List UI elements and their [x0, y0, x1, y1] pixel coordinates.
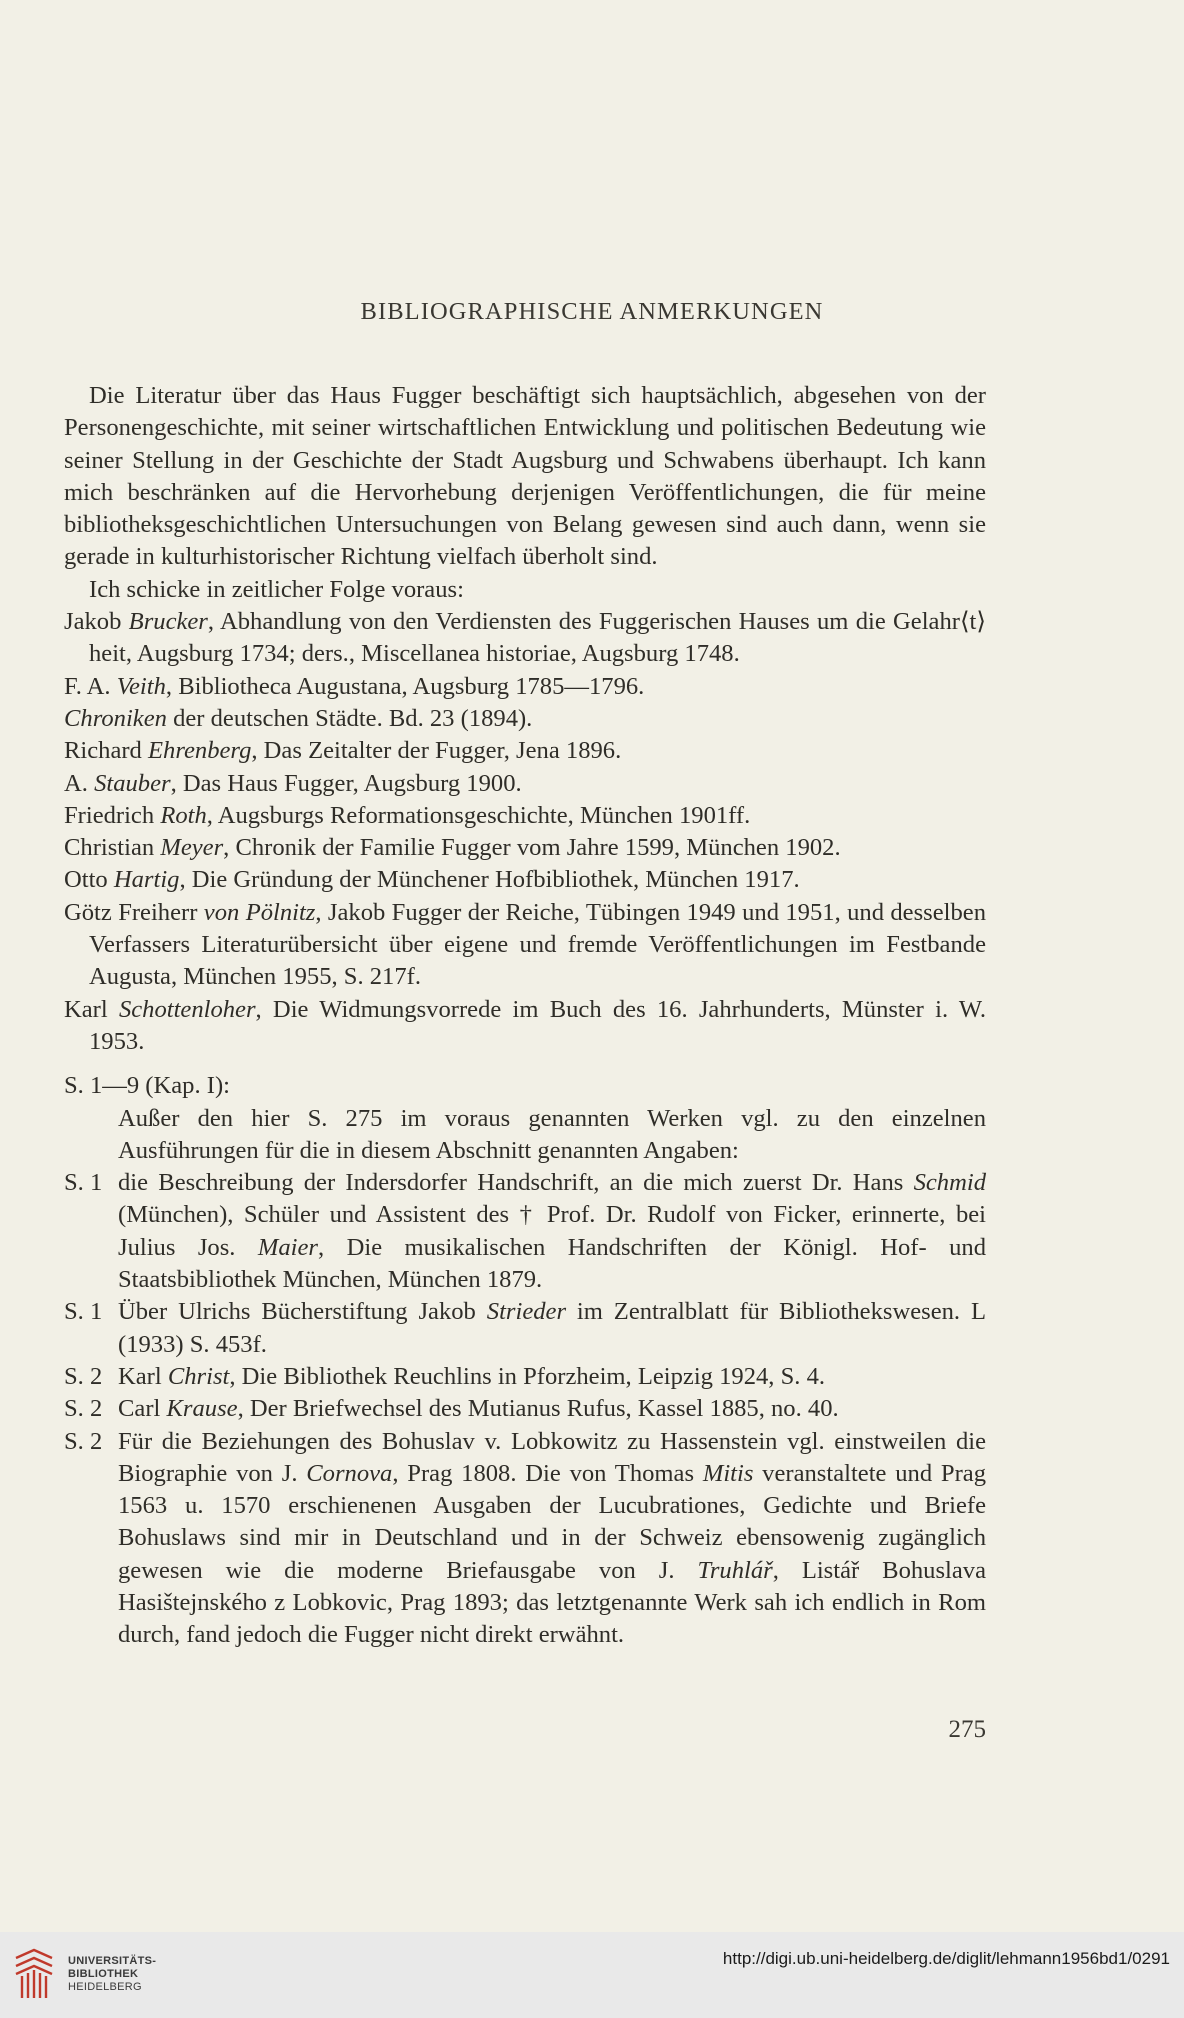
- note-text-segment: , Listář Bohuslava Hasištejnského z Lobkovic, Prag 1893; das letztgenannte Werk sah ich endlich in Rom durch, fand jedoch die Fugger nicht direkt erwähnt.: [118, 1556, 986, 1649]
- entry-author: Meyer: [160, 834, 224, 862]
- entry-author: Stauber: [94, 769, 171, 797]
- bibliography-entry: [64, 671, 986, 703]
- library-logo-text: [68, 1955, 156, 1994]
- note-text-segment: die Beschreibung der Indersdorfer Handschrift, an die mich zuerst Dr. Hans: [118, 1169, 914, 1197]
- note-row: [64, 1426, 986, 1652]
- bibliography-entry: [64, 606, 986, 671]
- entry-author: Hartig: [113, 866, 180, 894]
- entry-prefix: Christian: [64, 834, 161, 862]
- entry-prefix: Karl: [64, 995, 119, 1023]
- note-cited-name: Christ: [167, 1362, 230, 1390]
- note-text-segment: , Prag 1808. Die von Thomas: [392, 1459, 703, 1487]
- page-heading: BIBLIOGRAPHISCHE ANMERKUNGEN: [360, 298, 824, 325]
- note-cited-name: Strieder: [486, 1298, 567, 1326]
- note-text: [118, 1361, 986, 1393]
- entry-prefix: Friedrich: [64, 801, 161, 829]
- intro-paragraph: Die Literatur über das Haus Fugger beschäftigt sich hauptsächlich, abgesehen von der Personengeschichte, mit seiner wirtschaftlichen Entwicklung und politischen Bedeutung wie seiner Stellung in der Geschichte der Stadt Augsburg und Schwabens überhaupt. Ich kann mich beschränken auf die Hervorhebung derjenigen Veröffentlichungen, die für meine bibliotheksgeschichtlichen Untersuchungen von Belang gewesen sind auch dann, wenn sie gerade in kulturhistorischer Richtung vielfach überholt sind.: [64, 382, 986, 571]
- logo-line: HEIDELBERG: [68, 1981, 142, 1993]
- notes-list: [64, 1167, 986, 1651]
- note-row: [64, 1167, 986, 1296]
- entry-author: Veith: [116, 672, 166, 700]
- page-body: [64, 380, 986, 1652]
- note-page-ref: S. 1: [64, 1169, 103, 1197]
- note-text-segment: veranstaltete und Prag 1563 u. 1570 erschienenen Ausgaben der Lucubrationes, Gedichte und Briefe Bohuslaws sind mir in Deutschland und in der Schweiz ebensowenig zugänglich gewesen wie die moderne Briefausgabe von J.: [118, 1459, 986, 1584]
- entry-author: Ehrenberg: [148, 737, 252, 765]
- footer-bar: [0, 1932, 1184, 2018]
- note-cited-name: Schmid: [913, 1169, 986, 1197]
- entry-details: , Das Zeitalter der Fugger, Jena 1896.: [251, 737, 622, 765]
- entry-details: , Augsburgs Reformationsgeschichte, München 1901ff.: [206, 801, 751, 829]
- bibliography-entry: [64, 800, 986, 832]
- entry-author: Chroniken: [64, 704, 167, 732]
- note-page-ref: S. 2: [64, 1427, 103, 1455]
- entry-details: , Chronik der Familie Fugger vom Jahre 1599, München 1902.: [223, 834, 841, 862]
- bibliography-entry: [64, 735, 986, 767]
- entry-details: der deutschen Städte. Bd. 23 (1894).: [166, 704, 533, 732]
- logo-line: UNIVERSITÄTS-: [68, 1955, 157, 1967]
- note-text: [118, 1296, 986, 1361]
- entry-author: von Pölnitz: [203, 898, 316, 926]
- entry-author: Brucker: [128, 608, 208, 636]
- note-text-segment: (München), Schüler und Assistent des † Prof. Dr. Rudolf von Ficker, erinnerte, bei Julius Jos.: [118, 1201, 986, 1261]
- entry-details: , Abhandlung von den Verdiensten des Fuggerischen Hauses um die Gelahr⟨t⟩heit, Augsburg 1734; ders., Miscellanea historiae, Augsburg 1748.: [89, 608, 986, 668]
- entry-prefix: Jakob: [64, 608, 129, 636]
- library-logo-icon: [12, 1946, 56, 2002]
- bibliography-entry: [64, 994, 986, 1059]
- entry-details: , Die Widmungsvorrede im Buch des 16. Jahrhunderts, Münster i. W. 1953.: [89, 995, 986, 1055]
- entry-prefix: Otto: [64, 866, 114, 894]
- entry-details: , Die Gründung der Münchener Hofbibliothek, München 1917.: [179, 866, 800, 894]
- entry-prefix: A.: [64, 769, 95, 797]
- bibliography-entry: [64, 768, 986, 800]
- note-cited-name: Maier: [257, 1233, 318, 1261]
- entry-details: , Jakob Fugger der Reiche, Tübingen 1949 und 1951, und desselben Verfassers Literaturübersicht über eigene und fremde Veröffentlichungen im Festbande Augusta, München 1955, S. 217f.: [89, 898, 986, 991]
- bibliography-entry: [64, 832, 986, 864]
- entry-prefix: F. A.: [64, 672, 117, 700]
- note-cited-name: Truhlář: [697, 1556, 773, 1584]
- note-text-segment: im Zentralblatt für Bibliothekswesen. L (1933) S. 453f.: [118, 1298, 986, 1358]
- note-row: [64, 1393, 986, 1425]
- entry-author: Roth: [160, 801, 207, 829]
- note-text-segment: Carl: [118, 1395, 167, 1423]
- entry-prefix: Götz Freiherr: [64, 898, 204, 926]
- note-cited-name: Mitis: [702, 1459, 754, 1487]
- note-text: [118, 1393, 986, 1425]
- note-text: [118, 1167, 986, 1296]
- entry-author: Schottenloher: [118, 995, 256, 1023]
- note-text-segment: , Die musikalischen Handschriften der Königl. Hof- und Staatsbibliothek München, München 1879.: [118, 1233, 986, 1294]
- note-page-ref: S. 1: [64, 1298, 103, 1326]
- intro-lead-in: Ich schicke in zeitlicher Folge voraus:: [89, 575, 464, 603]
- section-header: [64, 1070, 986, 1102]
- note-text-segment: , Der Briefwechsel des Mutianus Rufus, Kassel 1885, no. 40.: [237, 1395, 839, 1423]
- note-row: [64, 1361, 986, 1393]
- note-text-segment: Für die Beziehungen des Bohuslav v. Lobkowitz zu Hassenstein vgl. einstweilen die Biographie von J.: [118, 1427, 986, 1487]
- page-number: 275: [948, 1716, 986, 1743]
- permalink-url[interactable]: http://digi.ub.uni-heidelberg.de/diglit/lehmann1956bd1/0291: [722, 1949, 1170, 1968]
- section-text: Außer den hier S. 275 im voraus genannten Werken vgl. zu den einzelnen Ausführungen für die in diesem Abschnitt genannten Angaben:: [118, 1104, 986, 1164]
- note-row: [64, 1296, 986, 1361]
- note-cited-name: Cornova: [306, 1459, 393, 1487]
- note-cited-name: Krause: [166, 1395, 238, 1423]
- note-text-segment: Über Ulrichs Bücherstiftung Jakob: [118, 1298, 487, 1326]
- note-page-ref: S. 2: [64, 1362, 103, 1390]
- note-text: [118, 1426, 986, 1652]
- entry-details: , Das Haus Fugger, Augsburg 1900.: [170, 769, 522, 797]
- note-page-ref: S. 2: [64, 1395, 103, 1423]
- note-text-segment: , Die Bibliothek Reuchlins in Pforzheim, Leipzig 1924, S. 4.: [229, 1362, 826, 1390]
- entry-prefix: Richard: [64, 737, 149, 765]
- bibliography-entry: [64, 864, 986, 896]
- bibliography-list: [64, 606, 986, 1058]
- section-label: S. 1—9 (Kap. I):: [64, 1072, 230, 1100]
- logo-line: BIBLIOTHEK: [68, 1968, 139, 1980]
- entry-details: , Bibliotheca Augustana, Augsburg 1785—1796.: [165, 672, 645, 700]
- bibliography-entry: [64, 703, 986, 735]
- note-text-segment: Karl: [118, 1362, 168, 1390]
- bibliography-entry: [64, 897, 986, 994]
